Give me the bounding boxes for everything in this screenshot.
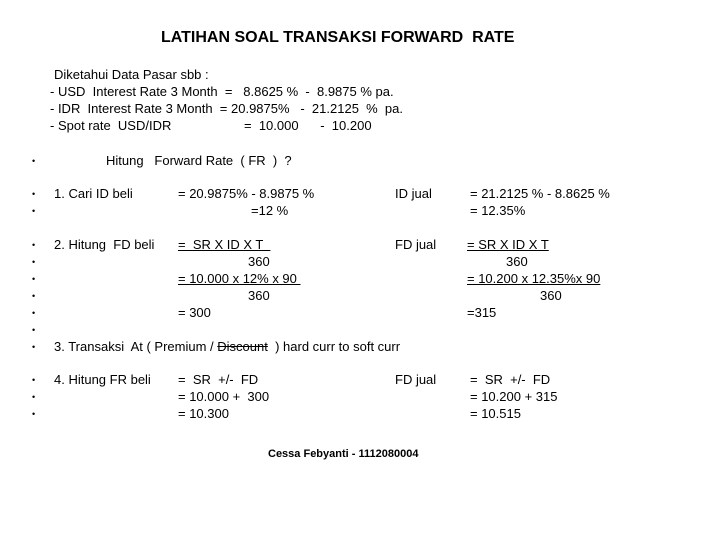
bullet: • [32, 325, 36, 335]
step2-jual-formula: = SR X ID X T [467, 237, 549, 252]
given-spot-label: - Spot rate USD/IDR [50, 118, 172, 133]
step3-discount-struck: Discount [217, 339, 268, 354]
page-title: LATIHAN SOAL TRANSAKSI FORWARD RATE [161, 29, 515, 46]
bullet: • [32, 291, 36, 301]
bullet: • [32, 189, 36, 199]
bullet: • [32, 257, 36, 267]
step2-beli-denominator: 360 [248, 254, 270, 269]
step2-beli-formula: = SR X ID X T [178, 237, 271, 252]
step4-beli-line3: = 10.300 [178, 406, 229, 421]
step2-jual-denominator: 360 [540, 288, 562, 303]
bullet: • [32, 409, 36, 419]
bullet: • [32, 342, 36, 352]
step4-jual-label: FD jual [395, 372, 437, 387]
bullet: • [32, 156, 36, 166]
step4-beli-line1: = SR +/- FD [178, 372, 259, 387]
given-header: Diketahui Data Pasar sbb : [54, 67, 209, 82]
step4-label: 4. Hitung FR beli [54, 372, 151, 387]
given-usd-rate: - USD Interest Rate 3 Month = 8.8625 % - 8.9875 % pa. [50, 84, 394, 99]
bullet: • [32, 392, 36, 402]
bullet: • [32, 375, 36, 385]
step1-beli-line2: =12 % [251, 203, 289, 218]
step2-beli-calc: = 10.000 x 12% x 90 [178, 271, 301, 286]
bullet: • [32, 240, 36, 250]
given-spot-values: = 10.000 - 10.200 [244, 118, 372, 133]
given-idr-rate: - IDR Interest Rate 3 Month = 20.9875% - 21.2125 % pa. [50, 101, 403, 116]
bullet: • [32, 274, 36, 284]
step1-label: 1. Cari ID beli [54, 186, 133, 201]
step3-suffix: ) hard curr to soft curr [267, 339, 401, 354]
bullet: • [32, 308, 36, 318]
step2-jual-label: FD jual [395, 237, 437, 252]
step2-beli-result: = 300 [178, 305, 211, 320]
step2-jual-calc: = 10.200 x 12.35%x 90 [467, 271, 601, 286]
step1-jual-label: ID jual [395, 186, 432, 201]
step1-jual-line1: = 21.2125 % - 8.8625 % [470, 186, 610, 201]
bullet: • [32, 206, 36, 216]
question-text: Hitung Forward Rate ( FR ) ? [106, 153, 292, 168]
step2-jual-denominator: 360 [506, 254, 528, 269]
step1-jual-line2: = 12.35% [470, 203, 526, 218]
step3-text [54, 339, 400, 355]
step2-label: 2. Hitung FD beli [54, 237, 155, 252]
step1-beli-line1: = 20.9875% - 8.9875 % [178, 186, 315, 201]
step2-jual-result: =315 [467, 305, 497, 320]
step3-prefix: 3. Transaksi At ( Premium / [54, 339, 218, 354]
step4-beli-line2: = 10.000 + 300 [178, 389, 270, 404]
step4-jual-line1: = SR +/- FD [470, 372, 551, 387]
step4-jual-line3: = 10.515 [470, 406, 521, 421]
author-footer: Cessa Febyanti - 1112080004 [268, 448, 419, 460]
step4-jual-line2: = 10.200 + 315 [470, 389, 558, 404]
step2-beli-denominator: 360 [248, 288, 270, 303]
